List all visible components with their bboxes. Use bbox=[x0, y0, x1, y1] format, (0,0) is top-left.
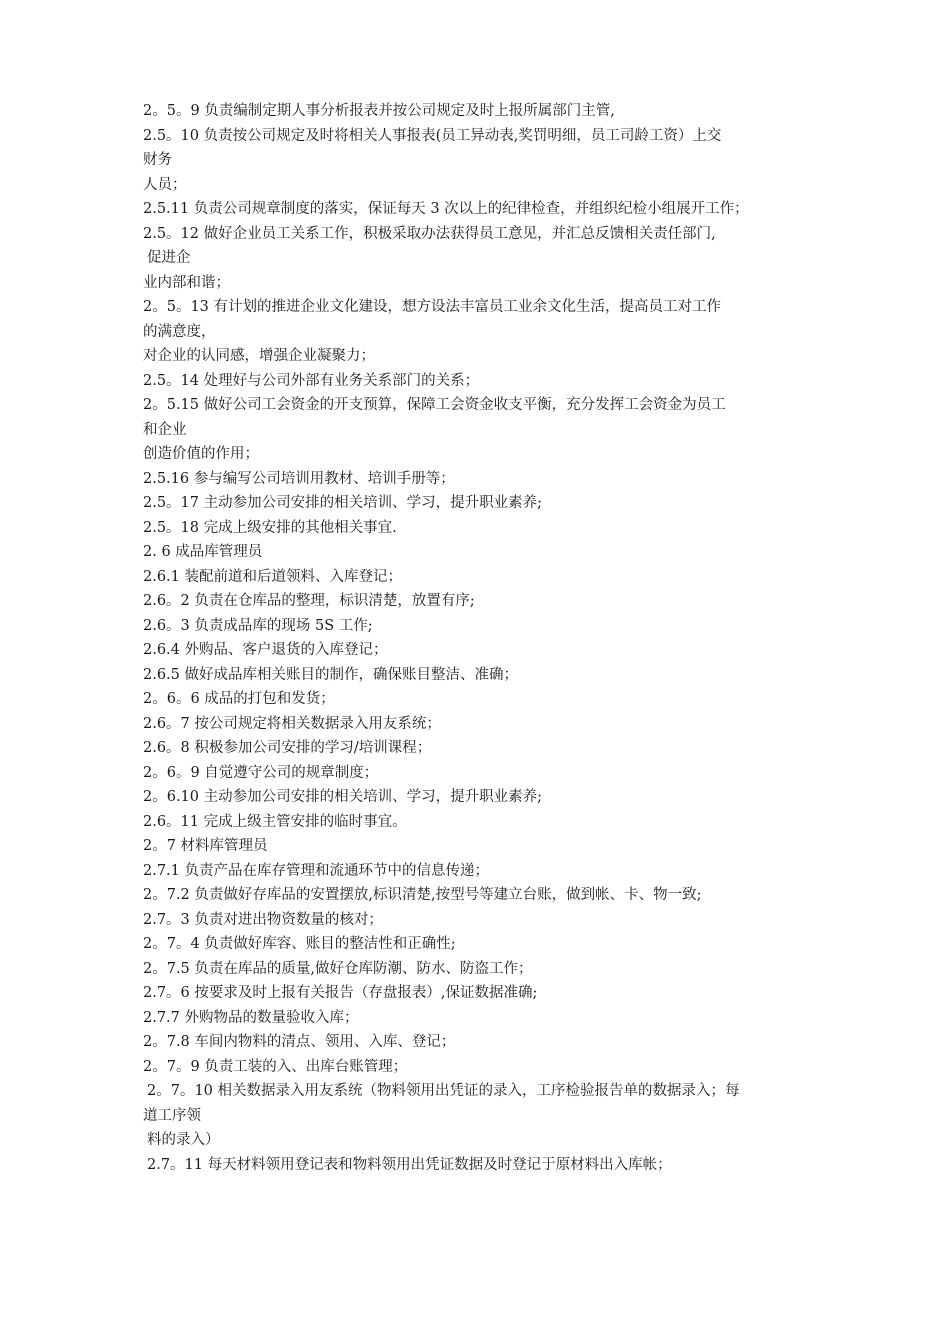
text-line: 2.6。8 积极参加公司安排的学习/培训课程； bbox=[143, 740, 432, 756]
text-line: 2。5。9 负责编制定期人事分析报表并按公司规定及时上报所属部门主管, bbox=[143, 103, 615, 119]
text-line: 2.7.1 负责产品在库存管理和流通环节中的信息传递； bbox=[143, 862, 490, 879]
text-line: 2.6.1 装配前道和后道领料、入库登记； bbox=[143, 568, 403, 585]
text-line: 2。7.8 车间内物料的清点、领用、入库、登记； bbox=[143, 1034, 456, 1050]
text-line: 2.6。7 按公司规定将相关数据录入用友系统； bbox=[143, 715, 441, 732]
section-heading: 2. 6 成品库管理员 bbox=[143, 544, 263, 560]
text-line: 2。7.2 负责做好存库品的安置摆放,标识清楚,按型号等建立台账，做到帐、卡、物一致; bbox=[143, 887, 702, 903]
text-line: 的满意度， bbox=[143, 323, 216, 340]
text-line: 2.5.11 负责公司规章制度的落实，保证每天 3 次以上的纪律检查，并组织纪检小组展开工作； bbox=[143, 201, 749, 217]
text-line: 人员； bbox=[143, 176, 187, 193]
text-line: 2。6.10 主动参加公司安排的相关培训、学习，提升职业素养; bbox=[143, 789, 543, 805]
text-line: 2.5.16 参与编写公司培训用教材、培训手册等； bbox=[143, 470, 455, 487]
text-line: 对企业的认同感，增强企业凝聚力； bbox=[143, 348, 375, 364]
section-heading: 2。7 材料库管理员 bbox=[143, 838, 268, 854]
text-line: 2.6.5 做好成品库相关账目的制作，确保账目整洁、准确； bbox=[143, 666, 519, 683]
text-line: 料的录入） bbox=[147, 1132, 220, 1148]
text-line: 2。7。9 负责工装的入、出库台账管理； bbox=[143, 1058, 408, 1075]
text-line: 2.7。6 按要求及时上报有关报告（存盘报表）,保证数据准确; bbox=[143, 985, 538, 1001]
text-line: 2。7。10 相关数据录入用友系统（物料领用出凭证的录入，工序检验报告单的数据录入；每 bbox=[147, 1083, 740, 1099]
text-line: 2.5。14 处理好与公司外部有业务关系部门的关系； bbox=[143, 372, 480, 389]
text-line: 2.7.7 外购物品的数量验收入库； bbox=[143, 1009, 359, 1026]
text-line: 2.6。11 完成上级主管安排的临时事宜。 bbox=[143, 813, 407, 830]
text-line: 创造价值的作用； bbox=[143, 446, 259, 462]
text-line: 2.5。17 主动参加公司安排的相关培训、学习，提升职业素养; bbox=[143, 495, 543, 511]
text-line: 道工序领 bbox=[143, 1107, 201, 1124]
text-line: 2.5。10 负责按公司规定及时将相关人事报表(员工异动表,奖罚明细，员工司龄工资）上交 bbox=[143, 127, 722, 144]
text-line: 业内部和谐； bbox=[143, 274, 230, 291]
text-line: 2.6。2 负责在仓库品的整理，标识清楚，放置有序; bbox=[143, 593, 475, 609]
text-line: 2.7。3 负责对进出物资数量的核对； bbox=[143, 911, 383, 928]
text-line: 2。5。13 有计划的推进企业文化建设，想方设法丰富员工业余文化生活，提高员工对工作 bbox=[143, 299, 722, 315]
text-line: 2.5。12 做好企业员工关系工作，积极采取办法获得员工意见，并汇总反馈相关责任部门, bbox=[143, 225, 716, 242]
document-body bbox=[143, 99, 843, 1177]
text-line: 2.5。18 完成上级安排的其他相关事宜. bbox=[143, 519, 397, 536]
text-line: 2.6.4 外购品、客户退货的入库登记； bbox=[143, 642, 388, 658]
text-line: 和企业 bbox=[143, 421, 187, 438]
text-line: 2.7。11 每天材料领用登记表和物料领用出凭证数据及时登记于原材料出入库帐； bbox=[147, 1156, 672, 1173]
text-line: 2。6。9 自觉遵守公司的规章制度； bbox=[143, 764, 379, 781]
text-line: 财务 bbox=[143, 152, 172, 168]
text-line: 2。6。6 成品的打包和发货； bbox=[143, 691, 335, 707]
text-line: 2。5.15 做好公司工会资金的开支预算，保障工会资金收支平衡，充分发挥工会资金为员工 bbox=[143, 397, 726, 413]
text-line: 促进企 bbox=[147, 250, 191, 266]
text-line: 2。7.5 负责在库品的质量,做好仓库防潮、防水、防盗工作； bbox=[143, 960, 533, 977]
text-line: 2。7。4 负责做好库容、账目的整洁性和正确性; bbox=[143, 936, 456, 952]
text-line: 2.6。3 负责成品库的现场 5S 工作; bbox=[143, 617, 373, 634]
